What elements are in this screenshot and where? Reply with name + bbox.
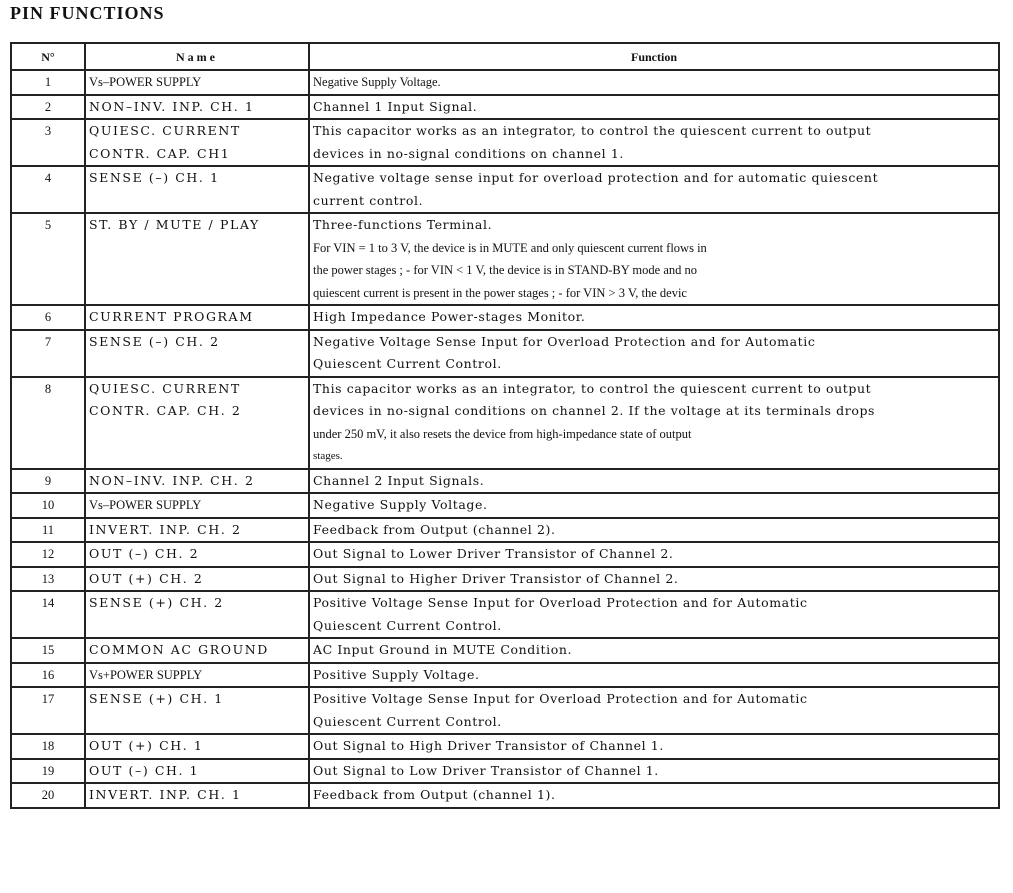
pin-name-line: OUT (–) CH. 2 — [89, 546, 200, 561]
pin-function-line: the power stages ; - for VIN < 1 V, the device is in STAND-BY mode and no — [313, 263, 697, 277]
pin-name — [85, 591, 309, 638]
pin-function — [309, 95, 999, 120]
pin-function — [309, 591, 999, 638]
pin-name — [85, 377, 309, 469]
pin-name — [85, 166, 309, 213]
pin-name — [85, 213, 309, 305]
table-row — [11, 567, 999, 592]
pin-name-line: CONTR. CAP. CH1 — [89, 145, 231, 161]
pin-function-line: devices in no-signal conditions on channel 2. If the voltage at its terminals drops — [313, 403, 876, 418]
pin-function-line: Out Signal to High Driver Transistor of Channel 1. — [313, 738, 664, 753]
pin-name-line: OUT (+) CH. 2 — [89, 570, 204, 586]
pin-name — [85, 759, 309, 784]
pin-name — [85, 734, 309, 759]
pin-name — [85, 119, 309, 166]
pin-number: 8 — [11, 377, 85, 469]
table-row — [11, 542, 999, 567]
table-row — [11, 518, 999, 543]
pin-name-line: INVERT. INP. CH. 2 — [89, 521, 242, 537]
pin-name — [85, 783, 309, 808]
pin-name-line: QUIESC. CURRENT — [89, 123, 241, 138]
pin-function — [309, 305, 999, 330]
pin-function-line: Negative voltage sense input for overload protection and for automatic quiescent — [313, 170, 879, 185]
pin-name-line: SENSE (–) CH. 1 — [89, 170, 220, 185]
pin-function — [309, 119, 999, 166]
pin-function-line: Channel 2 Input Signals. — [313, 472, 485, 488]
pin-number: 2 — [11, 95, 85, 120]
pin-name-line: Vs+POWER SUPPLY — [89, 667, 203, 682]
pin-function-line: Quiescent Current Control. — [313, 617, 502, 633]
pin-number: 12 — [11, 542, 85, 567]
table-row — [11, 469, 999, 494]
pin-name — [85, 305, 309, 330]
pin-function-line: Negative Supply Voltage. — [313, 75, 441, 89]
pin-number: 16 — [11, 663, 85, 688]
pin-function — [309, 493, 999, 518]
pin-function-line: Positive Supply Voltage. — [313, 666, 480, 682]
pin-name-line: INVERT. INP. CH. 1 — [89, 787, 242, 802]
pin-function-line: Three-functions Terminal. — [313, 217, 493, 232]
pin-name — [85, 330, 309, 377]
pin-function-line: Feedback from Output (channel 1). — [313, 787, 556, 802]
pin-function-line: current control. — [313, 192, 424, 208]
pin-number: 6 — [11, 305, 85, 330]
pin-function — [309, 759, 999, 784]
pin-function-line: Negative Voltage Sense Input for Overload Protection and for Automatic — [313, 333, 816, 349]
pin-function — [309, 567, 999, 592]
pin-function — [309, 70, 999, 95]
table-row — [11, 493, 999, 518]
pin-function-line: Out Signal to Lower Driver Transistor of Channel 2. — [313, 546, 674, 561]
pin-function — [309, 638, 999, 663]
pin-number: 9 — [11, 469, 85, 494]
pin-name-line: OUT (+) CH. 1 — [89, 738, 204, 753]
pin-name-line: SENSE (+) CH. 1 — [89, 691, 224, 706]
pin-function — [309, 213, 999, 305]
pin-function — [309, 518, 999, 543]
header-name: Name — [85, 43, 309, 70]
pin-name-line: Vs–POWER SUPPLY — [89, 498, 202, 512]
header-function: Function — [309, 43, 999, 70]
pin-functions-table — [10, 42, 1000, 809]
table-row — [11, 734, 999, 759]
pin-name-line: Vs–POWER SUPPLY — [89, 75, 202, 89]
pin-name-line: OUT (–) CH. 1 — [89, 762, 200, 778]
pin-number: 11 — [11, 518, 85, 543]
pin-name-line: NON–INV. INP. CH. 1 — [89, 98, 255, 114]
pin-function — [309, 377, 999, 469]
table-row — [11, 687, 999, 734]
table-row — [11, 305, 999, 330]
pin-function — [309, 330, 999, 377]
pin-name — [85, 663, 309, 688]
table-row — [11, 119, 999, 166]
pin-name — [85, 518, 309, 543]
pin-name — [85, 469, 309, 494]
table-row — [11, 166, 999, 213]
pin-name — [85, 542, 309, 567]
pin-function-line: High Impedance Power-stages Monitor. — [313, 309, 586, 324]
pin-function-line: devices in no-signal conditions on channel 1. — [313, 145, 624, 161]
pin-function — [309, 166, 999, 213]
table-row — [11, 330, 999, 377]
pin-function-line: Quiescent Current Control. — [313, 356, 502, 371]
pin-name-line: ST. BY / MUTE / PLAY — [89, 217, 260, 232]
pin-number: 5 — [11, 213, 85, 305]
pin-name-line: SENSE (+) CH. 2 — [89, 595, 224, 610]
pin-function-line: Channel 1 Input Signal. — [313, 98, 478, 114]
pin-number: 18 — [11, 734, 85, 759]
table-row — [11, 783, 999, 808]
pin-function-line: This capacitor works as an integrator, to control the quiescent current to output — [313, 123, 872, 138]
pin-name — [85, 95, 309, 120]
pin-number: 14 — [11, 591, 85, 638]
table-body — [11, 70, 999, 808]
pin-function-line: Feedback from Output (channel 2). — [313, 521, 556, 537]
pin-name-line: COMMON AC GROUND — [89, 642, 269, 657]
pin-number: 19 — [11, 759, 85, 784]
pin-name-line: CONTR. CAP. CH. 2 — [89, 403, 242, 418]
pin-function-line: Negative Supply Voltage. — [313, 497, 488, 512]
table-row — [11, 377, 999, 469]
pin-function-line: Out Signal to Higher Driver Transistor of Channel 2. — [313, 570, 679, 586]
pin-function-line: quiescent current is present in the power stages ; - for VIN > 3 V, the devic — [313, 285, 687, 300]
pin-name — [85, 687, 309, 734]
pin-number: 10 — [11, 493, 85, 518]
pin-number: 1 — [11, 70, 85, 95]
table-row — [11, 213, 999, 305]
table-row — [11, 638, 999, 663]
pin-name — [85, 638, 309, 663]
pin-name — [85, 567, 309, 592]
pin-name-line: NON–INV. INP. CH. 2 — [89, 472, 255, 488]
table-header-row — [11, 43, 999, 70]
pin-function — [309, 783, 999, 808]
pin-function-line: This capacitor works as an integrator, to control the quiescent current to output — [313, 380, 872, 396]
pin-function — [309, 663, 999, 688]
pin-number: 20 — [11, 783, 85, 808]
table-row — [11, 591, 999, 638]
pin-function-line: AC Input Ground in MUTE Condition. — [313, 642, 573, 657]
pin-name — [85, 493, 309, 518]
pin-number: 17 — [11, 687, 85, 734]
pin-function — [309, 687, 999, 734]
header-number: N° — [11, 43, 85, 70]
table-row — [11, 70, 999, 95]
pin-name-line: QUIESC. CURRENT — [89, 380, 241, 396]
pin-function — [309, 542, 999, 567]
pin-function-line: Positive Voltage Sense Input for Overload Protection and for Automatic — [313, 595, 808, 610]
pin-number: 13 — [11, 567, 85, 592]
pin-name — [85, 70, 309, 95]
pin-function-line: Quiescent Current Control. — [313, 713, 502, 729]
pin-function-line: For VIN = 1 to 3 V, the device is in MUTE and only quiescent current flows in — [313, 240, 707, 255]
table-row — [11, 95, 999, 120]
pin-number: 7 — [11, 330, 85, 377]
pin-function-line: stages. — [313, 450, 343, 462]
pin-function — [309, 469, 999, 494]
pin-name-line: SENSE (–) CH. 2 — [89, 333, 220, 349]
pin-name-line: CURRENT PROGRAM — [89, 309, 254, 324]
pin-number: 15 — [11, 638, 85, 663]
pin-function-line: Out Signal to Low Driver Transistor of Channel 1. — [313, 762, 659, 778]
pin-function-line: under 250 mV, it also resets the device from high-impedance state of output — [313, 426, 692, 441]
page-title: PIN FUNCTIONS — [10, 3, 165, 23]
table-row — [11, 663, 999, 688]
pin-number: 3 — [11, 119, 85, 166]
pin-number: 4 — [11, 166, 85, 213]
pin-function-line: Positive Voltage Sense Input for Overload Protection and for Automatic — [313, 691, 808, 706]
pin-function — [309, 734, 999, 759]
table-row — [11, 759, 999, 784]
